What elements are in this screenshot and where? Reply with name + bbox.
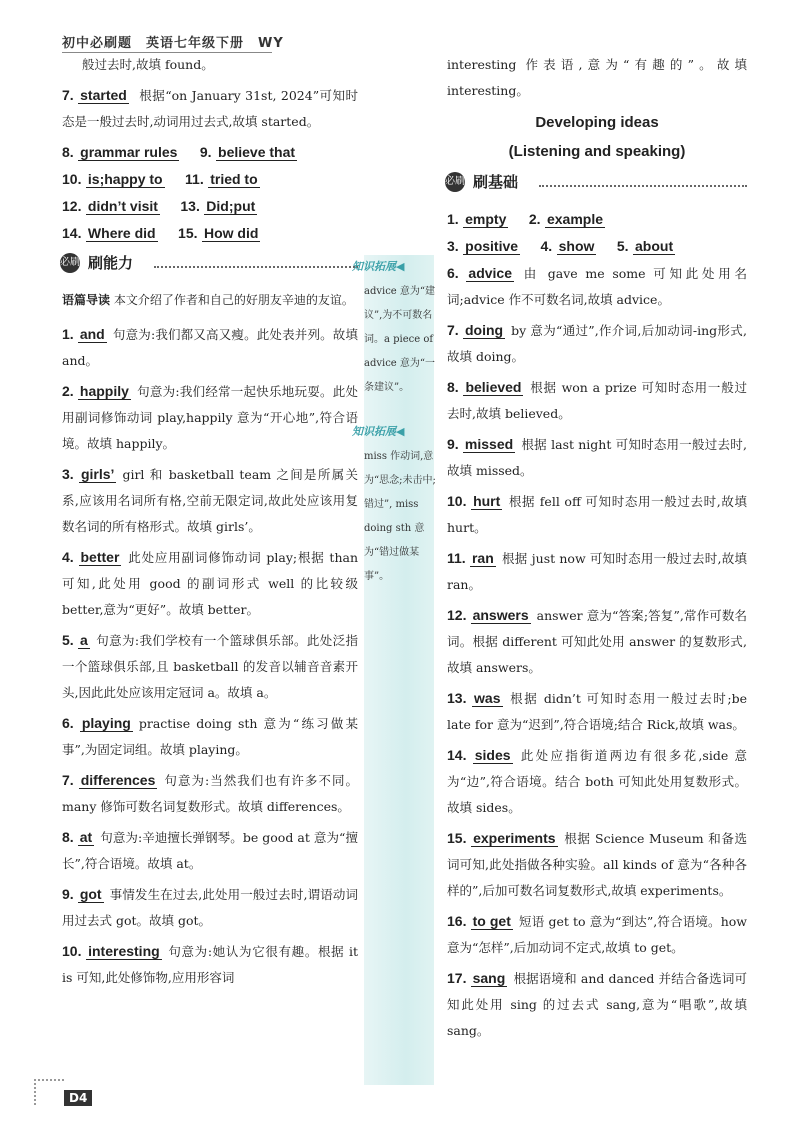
intro-text: 本文介绍了作者和自己的好朋友辛迪的友谊。: [113, 293, 354, 307]
section-title: Developing ideas: [535, 114, 659, 131]
item-answer: differences: [80, 772, 156, 788]
item-number: 2.: [62, 383, 74, 399]
item-number: 17.: [447, 970, 467, 986]
item-number: 8.: [447, 379, 459, 395]
note-tag: 知识拓展◀: [352, 425, 405, 438]
item-answer: interesting: [88, 943, 160, 959]
header-title: 初中必刷题 英语七年级下册 WY: [62, 36, 284, 51]
item-answer: playing: [81, 715, 131, 731]
item-answer: happily: [79, 383, 129, 399]
item-explanation: 句意为:我们学校有一个篮球俱乐部。此处泛指一个篮球俱乐部,且 basketball 的发音以辅音音素开头,因此此处应该用定冠词 a。故填 a。: [62, 633, 358, 700]
item-explanation: 根据 fell off 可知时态用一般过去时,故填 hurt。: [447, 494, 747, 535]
item-answer: grammar rules: [80, 144, 178, 160]
item-explanation: 此处应用副词修饰动词 play;根据 than 可知,此处用 good 的副词形式 well 的比较级 better,意为“更好”。故填 better。: [62, 550, 358, 617]
item-explanation: 句意为:辛迪擅长弹钢琴。be good at 意为“擅长”,符合语境。故填 at。: [62, 830, 358, 871]
answer-item: [447, 374, 747, 427]
item-number: 8.: [62, 829, 74, 845]
answer-row: [62, 166, 358, 193]
item-number: 4.: [62, 549, 74, 565]
item-number: 15.: [178, 225, 198, 241]
passage-intro: [62, 287, 358, 313]
answer-item: [62, 824, 358, 877]
item-number: 6.: [447, 265, 459, 281]
item-explanation: 根据 last night 可知时态用一般过去时,故填 missed。: [447, 437, 748, 478]
left-column: [62, 52, 358, 995]
answer-item: [447, 965, 747, 1044]
item-number: 10.: [62, 171, 82, 187]
item-number: 7.: [62, 772, 74, 788]
answer-item: [62, 544, 358, 623]
item-number: 12.: [447, 607, 467, 623]
item-answer: a: [80, 632, 88, 648]
answer-row: [62, 139, 358, 166]
continuation-text: interesting 作表语,意为“有趣的”。故填 interesting。: [447, 57, 747, 98]
item-answer: advice: [468, 265, 513, 281]
intro-label: 语篇导读: [62, 293, 111, 307]
side-note: [352, 420, 436, 589]
answer-row: [62, 193, 358, 220]
banner-label: 刷基础: [473, 173, 519, 191]
item-explanation: practise doing sth 意为“练习做某事”,为固定词组。故填 playing。: [62, 716, 358, 757]
section-banner-ability: [62, 251, 358, 281]
item-explanation: 根据 Science Museum 和备选词可知,此处指做各种实验。all kinds of 意为“各种各样的”,后加可数名词复数形式,故填 experiments。: [447, 831, 747, 898]
item-answer: was: [474, 690, 501, 706]
item-answer: empty: [465, 211, 507, 227]
answer-item: [447, 602, 747, 681]
answer-item: [447, 742, 747, 821]
item-number: 11.: [185, 171, 204, 187]
answer-row: [447, 206, 747, 233]
item-explanation: 句意为:当然我们也有许多不同。many 修饰可数名词复数形式。故填 differences。: [62, 773, 358, 814]
badge-icon: 必刷: [60, 253, 80, 273]
section-banner-basic: [447, 170, 747, 200]
answer-item: [62, 378, 358, 457]
item-number: 2.: [528, 211, 541, 227]
item-explanation: 事情发生在过去,此处用一般过去时,谓语动词用过去式 got。故填 got。: [62, 887, 358, 928]
item-number: 3.: [62, 466, 74, 482]
item-answer: believe that: [218, 144, 296, 160]
item-explanation: 短语 get to 意为“到达”,符合语境。how 意为“怎样”,后加动词不定式,故填 to get。: [447, 914, 747, 955]
item-number: 6.: [62, 715, 74, 731]
item-answer: sides: [474, 747, 511, 763]
page-footer: [64, 1087, 92, 1106]
item-answer: sang: [472, 970, 506, 986]
right-answer-list: [447, 260, 747, 1044]
note-text: advice 意为“建议”,为不可数名词。a piece of advice 意为“一条建议”。: [364, 286, 436, 393]
item-explanation: 根据“on January 31st, 2024”可知时态是一般过去时,动词用过去式,故填 started。: [62, 88, 358, 129]
item-number: 4.: [540, 238, 553, 254]
item-answer: didn’t visit: [87, 198, 158, 214]
answer-item: [447, 908, 747, 961]
item-explanation: 根据 didn’t 可知时态用一般过去时;be late for 意为“迟到”,符合语境;结合 Rick,故填 was。: [447, 691, 747, 732]
item-answer: to get: [472, 913, 511, 929]
dotted-divider: [539, 185, 747, 187]
answer-item: [447, 431, 747, 484]
item-answer: at: [79, 829, 93, 845]
item-answer: about: [635, 238, 674, 254]
item-explanation: 此处应指街道两边有很多花,side 意为“边”,符合语境。结合 both 可知此处用复数形式。故填 sides。: [447, 748, 747, 815]
answer-item: [62, 82, 358, 135]
continuation-text: 般过去时,故填 found。: [82, 57, 214, 72]
item-number: 13.: [180, 198, 200, 214]
badge-icon: 必刷: [445, 172, 465, 192]
answer-item: [62, 938, 358, 991]
page-number: D4: [64, 1090, 92, 1106]
item-number: 9.: [62, 886, 74, 902]
answer-item: [62, 710, 358, 763]
item-answer: girls’: [80, 466, 115, 482]
item-answer: show: [558, 238, 595, 254]
answer-item: [62, 461, 358, 540]
item-explanation: 句意为:她认为它很有趣。根据 it is 可知,此处修饰物,应用形容词: [62, 944, 358, 985]
item-number: 1.: [62, 326, 74, 342]
answer-item: [447, 488, 747, 541]
answer-item: [447, 825, 747, 904]
left-answer-list: [62, 321, 358, 991]
dotted-divider: [154, 266, 358, 268]
item-explanation: 根据 won a prize 可知时态用一般过去时,故填 believed。: [447, 380, 747, 421]
right-column: [447, 52, 747, 1048]
item-answer: example: [546, 211, 604, 227]
item-number: 10.: [62, 943, 82, 959]
item-explanation: 由 gave me some 可知此处用名词;advice 作不可数名词,故填 advice。: [447, 266, 747, 307]
item-answer: missed: [464, 436, 514, 452]
item-number: 3.: [447, 238, 459, 254]
item-explanation: 句意为:我们都又高又瘦。此处表并列。故填 and。: [62, 327, 358, 368]
item-answer: hurt: [473, 493, 501, 509]
answer-row: [447, 233, 747, 260]
item-number: 16.: [447, 913, 467, 929]
side-note: [352, 255, 436, 400]
item-number: 1.: [447, 211, 459, 227]
running-header: [62, 32, 284, 51]
item-number: 9.: [447, 436, 459, 452]
item-answer: Where did: [87, 225, 156, 241]
answer-item: [447, 685, 747, 738]
item-number: 7.: [62, 87, 74, 103]
note-tag: 知识拓展◀: [352, 260, 405, 273]
answer-item: [62, 767, 358, 820]
item-number: 8.: [62, 144, 74, 160]
item-answer: and: [79, 326, 105, 342]
knowledge-sidebar: [352, 255, 436, 1085]
item-answer: believed: [465, 379, 522, 395]
item-explanation: by 意为“通过”,作介词,后加动词-ing形式,故填 doing。: [447, 323, 747, 364]
item-number: 5.: [62, 632, 74, 648]
item-number: 15.: [447, 830, 467, 846]
note-text: miss 作动词,意为“思念;未击中;错过”, miss doing sth 意为“错过做某事”。: [364, 451, 436, 582]
answer-item: [62, 881, 358, 934]
item-number: 10.: [447, 493, 467, 509]
item-answer: better: [80, 549, 120, 565]
answer-item: [447, 317, 747, 370]
item-explanation: girl 和 basketball team 之间是所属关系,应该用名词所有格,空前无限定词,故此处应该用复数名词的所有格形式。故填 girls’。: [62, 467, 358, 534]
item-number: 7.: [447, 322, 459, 338]
item-answer: got: [79, 886, 102, 902]
item-number: 13.: [447, 690, 467, 706]
answer-item: [447, 545, 747, 598]
corner-dots: [34, 1079, 64, 1105]
item-answer: Did;put: [206, 198, 256, 214]
item-explanation: 句意为:我们经常一起快乐地玩耍。此处用副词修饰动词 play,happily 意为“开心地”,符合语境。故填 happily。: [62, 384, 358, 451]
section-subtitle: (Listening and speaking): [508, 143, 686, 160]
item-answer: started: [80, 87, 127, 103]
item-number: 14.: [447, 747, 467, 763]
item-number: 11.: [447, 550, 466, 566]
banner-label: 刷能力: [88, 254, 134, 272]
item-answer: answers: [472, 607, 529, 623]
item-answer: experiments: [473, 830, 556, 846]
item-explanation: 根据语境和 and danced 并结合备选词可知此处用 sing 的过去式 sang,意为“唱歌”,故填 sang。: [447, 971, 747, 1038]
answer-item: [62, 321, 358, 374]
item-number: 12.: [62, 198, 82, 214]
item-explanation: 根据 just now 可知时态用一般过去时,故填 ran。: [447, 551, 747, 592]
item-answer: ran: [471, 550, 494, 566]
item-answer: positive: [465, 238, 519, 254]
answer-item: [447, 260, 747, 313]
answer-item: [62, 627, 358, 706]
item-answer: is;happy to: [87, 171, 163, 187]
item-answer: tried to: [210, 171, 258, 187]
answer-row: [62, 220, 358, 247]
item-number: 14.: [62, 225, 82, 241]
item-number: 5.: [616, 238, 629, 254]
item-explanation: answer 意为“答案;答复”,常作可数名词。根据 different 可知此处用 answer 的复数形式,故填 answers。: [447, 608, 747, 675]
item-answer: How did: [203, 225, 259, 241]
item-answer: doing: [464, 322, 504, 338]
item-number: 9.: [199, 144, 212, 160]
